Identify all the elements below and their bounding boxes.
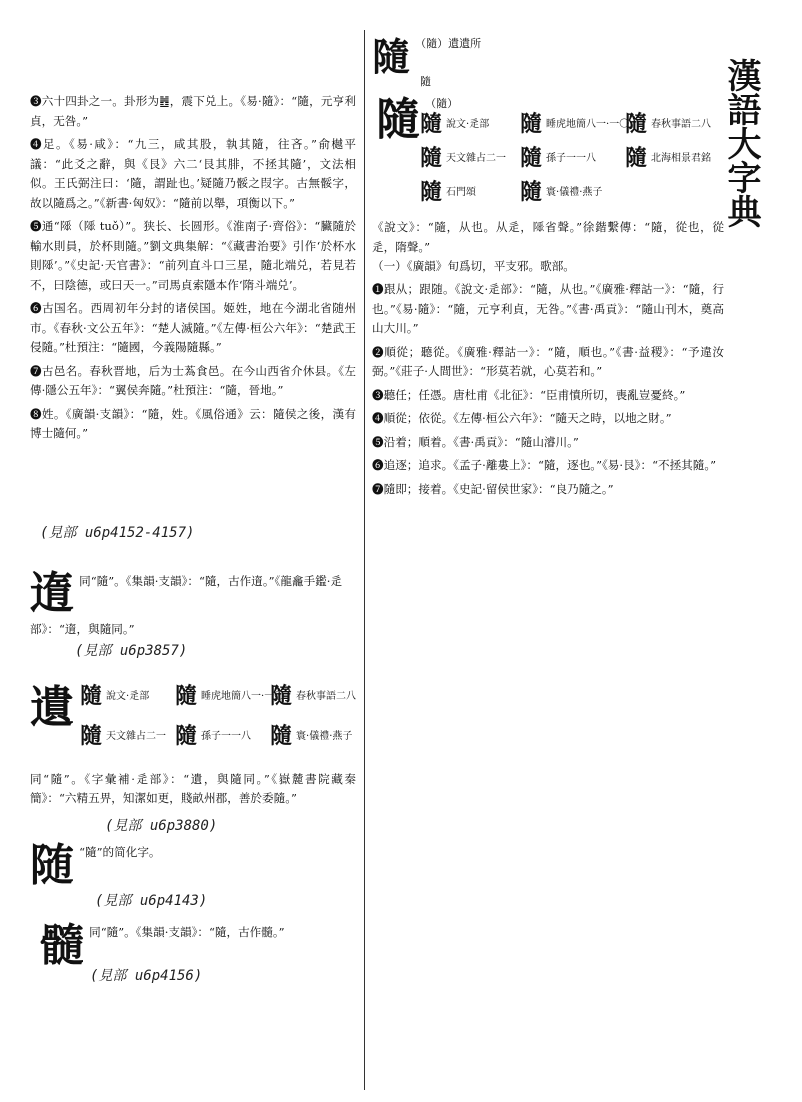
handwritten-note: (見部 u6p3857) — [75, 643, 188, 659]
entry-char: 随 — [30, 840, 74, 891]
seal-form: 隨說文·辵部 — [420, 111, 490, 137]
right-column-senses — [372, 280, 724, 499]
left-column-senses — [30, 92, 356, 444]
entry-definition: “隨”的简化字。 — [79, 845, 161, 859]
sense-paragraph: ❷順從；聽從。《廣雅·釋詁一》：“隨，順也。”《書·益稷》：“予違汝弼。”《莊子·人間世》：“形莫若就，心莫若和。” — [372, 344, 724, 378]
seal-form: 隨春秋事語二八 — [625, 111, 712, 137]
entry-block — [30, 684, 74, 732]
sui-entry-char: 隨 — [376, 94, 420, 145]
sense-paragraph: ❼古邑名。春秋晋地，后为士蒍食邑。在今山西省介休县。《左傳·隱公五年》：“翼侯奔隨。”杜預注：“隨，晉地。” — [30, 363, 356, 397]
entry-definition-block — [30, 770, 356, 808]
sense-paragraph: ❺沿着；順着。《書·禹貢》：“隨山濬川。” — [372, 434, 579, 449]
sense-paragraph: ❸六十四卦之一。卦形为䷐，震下兑上。《易·隨》：“隨，元亨利貞，无咎。” — [30, 94, 356, 128]
seal-form: 隨孫子一一八 — [175, 723, 252, 749]
sense-paragraph: ❸聽任；任憑。唐杜甫《北征》：“臣甫憤所切，喪亂豈憂終。” — [372, 387, 686, 402]
entry-char: 遀 — [30, 568, 74, 619]
seal-form: 隨天文雜占二一 — [420, 145, 507, 171]
sense-paragraph: ❺通“𨻌（𨻌 tuǒ）”。狭长、长圆形。《淮南子·齊俗》：“臟隨於輸水則員，於杯則隨。”劉文典集解：“《藏書治要》引作‘於杯水則𨻌’。”《史記·天官書》：“前列直斗口三星，隨北端兑，若見若不，曰陰德，或曰天一。”司馬貞索隱本作‘隋斗端兑’。 — [30, 219, 356, 292]
entry-definition: 同“隨”。《集韻·支韻》：“隨，古作髓。” — [89, 925, 285, 939]
entry-definition: 同“隨”。《字彙補·辵部》：“遺，與隨同。”《嶽麓書院藏秦簡》：“六精五畀，知潔如更，賤畝州郡，善於委隨。” — [30, 772, 356, 805]
seal-form: 隨春秋事語二八 — [270, 683, 357, 709]
sense-paragraph: ❶跟从；跟随。《說文·辵部》：“隨，从也。”《廣雅·釋詁一》：“隨，行也。”《易·隨》：“隨，元亨利貞，无咎。”《書·禹貢》：“隨山刊木，奠高山大川。” — [372, 282, 724, 335]
sui-entry-intro: 《說文》：“隨，从也。从辵，𨻌省聲。”徐鍇繫傳：“隨，從也，從辵，隋聲。” （一）《廣韻》旬爲切，平支邪。歌部。 — [372, 218, 724, 277]
handwritten-note: (見部 u6p4152-4157) — [40, 525, 195, 541]
seal-form: 隨寰·儀禮·燕子 — [520, 179, 603, 205]
sense-paragraph: ❹順從；依從。《左傳·桓公六年》：“隨天之時，以地之財。” — [372, 411, 672, 425]
sui-entry-pron: （一）《廣韻》旬爲切，平支邪。歌部。 — [372, 259, 575, 273]
sense-paragraph: ❻古国名。西周初年分封的诸侯国。姬姓，地在今湖北省随州市。《春秋·文公五年》：“楚人滅隨。”《左傳·桓公六年》：“楚武王侵隨。”杜預注：“隨國，今義陽隨縣。” — [30, 301, 356, 354]
entry-char: 遺 — [30, 682, 74, 733]
seal-form: 隨說文·辵部 — [80, 683, 150, 709]
entry-char: 髓 — [40, 920, 84, 971]
sense-paragraph: ❻追逐；追求。《孟子·離婁上》：“隨，逐也。”《易·艮》：“不拯其隨。” — [372, 458, 717, 472]
sense-paragraph: ❽姓。《廣韻·支韻》：“隨，姓。《風俗通》云：隨侯之後，漢有博士隨何。” — [30, 406, 356, 440]
seal-form: 隨天文雜占二一 — [80, 723, 167, 749]
handwritten-note: (見部 u6p3880) — [105, 818, 218, 834]
entry-definition: 同“隨”。《集韻·支韻》：“隨，古作遀。”《龍龕手鑑·辵部》：“遀，與隨同。” — [30, 574, 343, 636]
seal-form-grid — [420, 111, 720, 218]
seal-form: 隨石門頌 — [420, 179, 477, 205]
handwritten-note: (見部 u6p4143) — [95, 893, 208, 909]
sui-entry-tag: （隨） — [425, 97, 459, 110]
top-entry-sub: 隨 — [420, 75, 431, 88]
entry-block — [40, 922, 356, 970]
seal-form-grid — [80, 683, 357, 770]
book-title: 漢語大字典 — [721, 58, 761, 228]
top-entry-label: （隨）遺遺所 — [415, 37, 482, 50]
seal-form: 隨睡虎地簡八一·一〇 — [175, 683, 285, 709]
sense-paragraph: ❼隨即；接着。《史記·留侯世家》：“良乃隨之。” — [372, 481, 614, 496]
seal-form: 隨寰·儀禮·燕子 — [270, 723, 353, 749]
handwritten-note: (見部 u6p4156) — [90, 968, 203, 984]
top-entry-char: 隨 — [372, 34, 411, 79]
sense-paragraph: ❹足。《易·咸》：“九三，咸其股，執其隨，往吝。”俞樾平議：“此爻之辭，與《艮》六二‘艮其腓，不拯其隨’，文法相似。王氏弼注曰：‘隨，謂趾也。’疑隨乃骽之叚字。古無骽字，故以隨爲之。”《新書·匈奴》：“隨前以舉，項衡以下。” — [30, 137, 356, 210]
seal-form: 隨睡虎地簡八一·一〇 — [520, 111, 630, 137]
entry-block — [30, 842, 356, 890]
column-divider — [364, 30, 365, 1090]
seal-form: 隨孫子一一八 — [520, 145, 597, 171]
seal-form: 隨北海相景君銘 — [625, 145, 712, 171]
entry-block — [30, 570, 356, 639]
